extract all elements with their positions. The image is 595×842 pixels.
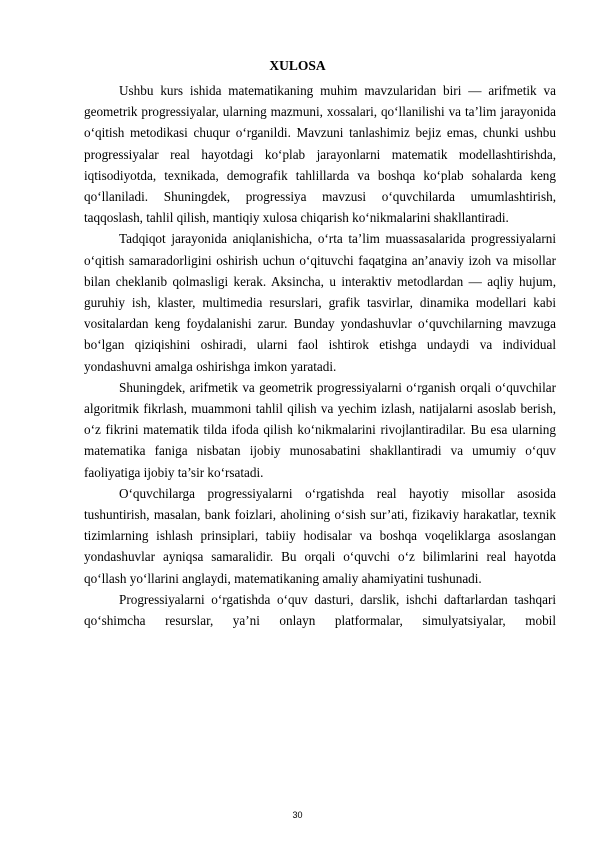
document-title: XULOSA bbox=[269, 58, 326, 73]
paragraph-2: Tadqiqot jarayonida aniqlanishicha, o‘rta ta’lim muassasalarida progressiyalarni o‘qitish samaradorligini oshirish uchun o‘qituvchi faqatgina an’anaviy izoh va misollar bilan cheklanib qolmasligi kerak. Aksincha, u interaktiv metodlardan — aqliy hujum, guruhiy ish, klaster, multimedia resurslari, grafik tasvirlar, dinamika modellari kabi vositalardan keng foydalanishi zarur. Bunday yondashuvlar o‘quvchilarning mavzuga bo‘lgan qiziqishini oshiradi, ularni faol ishtirok etishga undaydi va individual yondashuvni amalga oshirishga imkon yaratadi. bbox=[84, 231, 556, 374]
page-number: 30 bbox=[292, 810, 303, 820]
document-body bbox=[84, 80, 556, 631]
paragraph-5: Progressiyalarni o‘rgatishda o‘quv dasturi, darslik, ishchi daftarlardan tashqari qo‘shimcha resurslar, ya’ni onlayn platformalar, simulyatsiyalar, mobil bbox=[84, 591, 556, 629]
paragraph-4: O‘quvchilarga progressiyalarni o‘rgatishda real hayotiy misollar asosida tushuntirish, masalan, bank foizlari, aholining o‘sish sur’ati, fizikaviy harakatlar, texnik tizimlarning ishlash prinsiplari, tabiiy hodisalar va boshqa voqeliklarga asoslangan yondashuvlar ayniqsa samaralidir. Bu orqali o‘quvchi o‘z bilimlarini real hayotda qo‘llash yo‘llarini anglaydi, matematikaning amaliy ahamiyatini tushunadi. bbox=[84, 485, 556, 586]
paragraph-3: Shuningdek, arifmetik va geometrik progressiyalarni o‘rganish orqali o‘quvchilar algoritmik fikrlash, muammoni tahlil qilish va yechim izlash, natijalarni asoslab berish, o‘z fikrini matematik tilda ifoda qilish ko‘nikmalarini rivojlantiradilar. Bu esa ularning matematika faniga nisbatan ijobiy munosabatini shakllantiradi va umumiy o‘quv faoliyatiga ijobiy ta’sir ko‘rsatadi. bbox=[84, 379, 556, 480]
paragraph-1: Ushbu kurs ishida matematikaning muhim mavzularidan biri — arifmetik va geometrik progressiyalar, ularning mazmuni, xossalari, qo‘llanilishi va ta’lim jarayonida o‘qitish metodikasi chuqur o‘rganildi. Mavzuni tanlashimiz bejiz emas, chunki ushbu progressiyalar real hayotdagi ko‘plab jarayonlarni matematik modellashtirishda, iqtisodiyotda, texnikada, demografik tahlillarda va boshqa ko‘plab sohalarda keng qo‘llaniladi. Shuningdek, progressiya mavzusi o‘quvchilarda umumlashtirish, taqqoslash, tahlil qilish, mantiqiy xulosa chiqarish ko‘nikmalarini shakllantiradi. bbox=[84, 83, 556, 226]
